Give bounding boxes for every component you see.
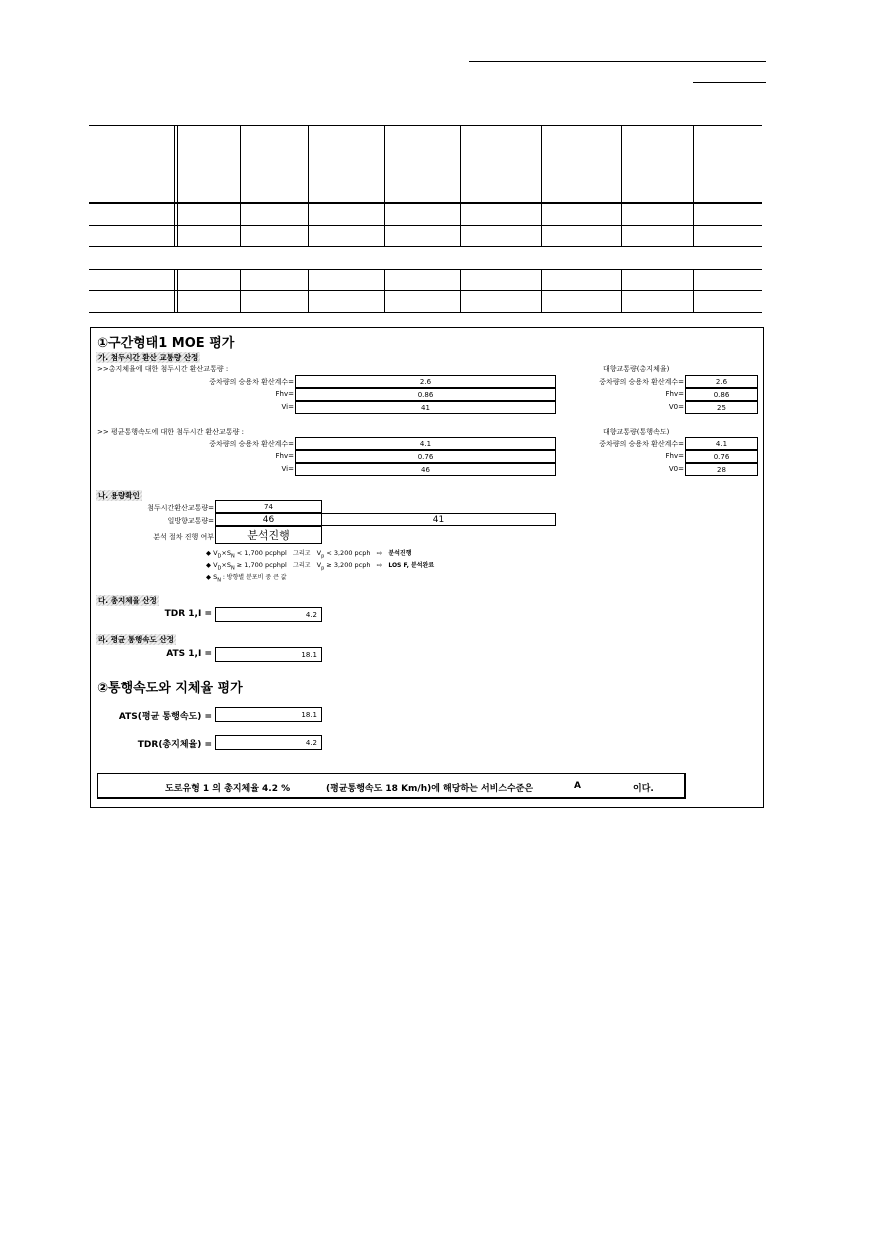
ats-label: ATS 1,I = xyxy=(166,649,212,659)
summary-part-1: 도로유형 1 의 총지체율 4.2 % xyxy=(165,784,291,794)
opp-speed-fhv-label: Fhv= xyxy=(665,452,684,460)
opp-stop-v0-label: V0= xyxy=(668,403,684,411)
subsection-c-title: 다. 총지체율 산정 xyxy=(98,596,157,605)
speed-vi-field: 46 xyxy=(295,463,556,476)
header-line-long xyxy=(469,61,766,62)
stop-fhv-label: Fhv= xyxy=(275,390,294,398)
speed-fhv-label: Fhv= xyxy=(275,452,294,460)
opp-speed-v0-field: 28 xyxy=(685,463,758,476)
subsection-a-title: 가. 첨두시간 환산 교통량 산정 xyxy=(98,353,199,362)
header-line-short xyxy=(693,82,766,83)
stop-pce-field: 2.6 xyxy=(295,375,556,388)
tdr-eval-field: 4.2 xyxy=(215,735,322,750)
stop-fhv-field: 0.86 xyxy=(295,388,556,401)
oneway-volume-field-1: 46 xyxy=(215,513,322,526)
peak-volume-field: 74 xyxy=(215,500,322,513)
opp-speed-pce-field: 4.1 xyxy=(685,437,758,450)
summary-part-3: 이다. xyxy=(633,784,654,794)
proceed-field: 분석진행 xyxy=(215,526,322,544)
ats-eval-field: 18.1 xyxy=(215,707,322,722)
opp-speed-v0-label: V0= xyxy=(668,465,684,473)
avg-speed-label: >> 평균통행속도에 대한 첨두시간 환산교통량 : xyxy=(97,428,244,436)
section2-title: ②통행속도와 지체율 평가 xyxy=(97,681,243,696)
opp-speed-fhv-field: 0.76 xyxy=(685,450,758,463)
proceed-label: 분석 절차 진행 여부 xyxy=(153,533,214,541)
speed-pce-label: 중차량의 승용차 환산계수= xyxy=(209,440,294,448)
opp-stop-pce-field: 2.6 xyxy=(685,375,758,388)
opp-stop-pce-label: 중차량의 승용차 환산계수= xyxy=(599,378,684,386)
rule-3: ◆ $S_N$ : 방향별 분포비 중 큰 값 xyxy=(206,573,287,584)
opp-stop-fhv-field: 0.86 xyxy=(685,388,758,401)
opposite-speed-label: 대향교통량(통행속도) xyxy=(603,428,670,436)
opp-stop-fhv-label: Fhv= xyxy=(665,390,684,398)
stop-delay-label: >>총지체율에 대한 첨두시간 환산교통량 : xyxy=(97,365,229,373)
tdr-label: TDR 1,I = xyxy=(164,609,212,619)
tdr-field: 4.2 xyxy=(215,607,322,622)
ats-eval-label: ATS(평균 통행속도) = xyxy=(118,712,212,722)
summary-grade: A xyxy=(574,781,581,791)
stop-vi-field: 41 xyxy=(295,401,556,414)
opp-speed-pce-label: 중차량의 승용차 환산계수= xyxy=(599,440,684,448)
subsection-d-title: 라. 평균 통행속도 산정 xyxy=(98,635,174,644)
opposite-stop-label: 대향교통량(총지체율) xyxy=(603,365,670,373)
section1-title: ①구간형태1 MOE 평가 xyxy=(97,336,235,351)
ats-field: 18.1 xyxy=(215,647,322,662)
oneway-volume-field-2: 41 xyxy=(321,513,556,526)
oneway-volume-label: 일방향교통량= xyxy=(167,517,214,525)
stop-pce-label: 중차량의 승용차 환산계수= xyxy=(209,378,294,386)
summary-part-2: (평균통행속도 18 Km/h)에 해당하는 서비스수준은 xyxy=(326,784,534,794)
speed-vi-label: Vi= xyxy=(281,465,294,473)
opp-stop-v0-field: 25 xyxy=(685,401,758,414)
speed-fhv-field: 0.76 xyxy=(295,450,556,463)
speed-pce-field: 4.1 xyxy=(295,437,556,450)
subsection-b-title: 나. 용량확인 xyxy=(98,491,140,500)
stop-vi-label: Vi= xyxy=(281,403,294,411)
rule-1: ◆ $V_D\times S_N < 1,700$ pcphpl 그리고 $V_p < 3,200$ pcph ⇨ 분석진행 xyxy=(206,549,412,560)
peak-volume-label: 첨두시간환산교통량= xyxy=(147,504,214,512)
summary-box xyxy=(97,773,686,799)
rule-2: ◆ $V_D\times S_N \ge 1,700$ pcphpl 그리고 $V_p \ge 3,200$ pcph ⇨ LOS F, 분석완료 xyxy=(206,561,435,572)
tdr-eval-label: TDR(총지체율) = xyxy=(137,740,212,750)
